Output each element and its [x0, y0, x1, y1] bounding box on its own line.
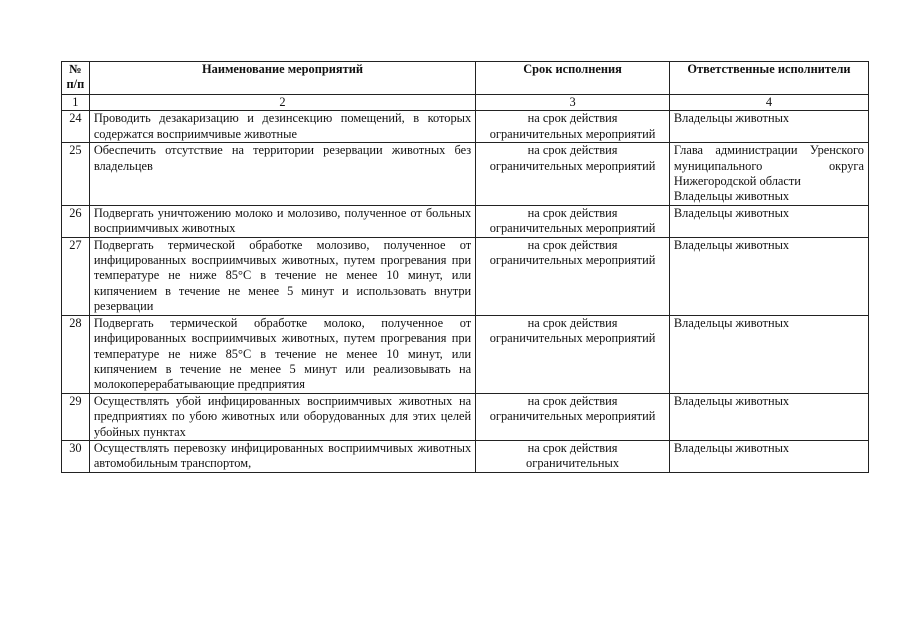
row-number: 25	[62, 143, 90, 206]
header-resp: Ответственные исполнители	[669, 62, 868, 95]
responsible-party: Владельцы животных	[673, 393, 790, 408]
responsible-cell	[669, 143, 868, 206]
index-cell: 1	[62, 95, 90, 111]
page-bottom-margin	[0, 603, 905, 640]
responsible-party: Глава администрации Уренского муниципального округа Нижегородской области	[673, 143, 864, 189]
row-number: 30	[62, 440, 90, 472]
index-cell: 3	[476, 95, 670, 111]
execution-term: на срок действия ограничительных мероприятий	[476, 237, 670, 315]
responsible-party: Владельцы животных	[673, 111, 790, 126]
execution-term: на срок действия ограничительных мероприятий	[476, 315, 670, 393]
responsible-party: Владельцы животных	[673, 440, 790, 455]
execution-term: на срок действия ограничительных мероприятий	[476, 111, 670, 143]
table-row	[62, 237, 869, 315]
execution-term: на срок действия ограничительных мероприятий	[476, 393, 670, 440]
responsible-cell	[669, 440, 868, 472]
responsible-cell	[669, 111, 868, 143]
responsible-cell	[669, 315, 868, 393]
responsible-party: Владельцы животных	[673, 237, 790, 252]
row-number: 28	[62, 315, 90, 393]
responsible-cell	[669, 237, 868, 315]
execution-term: на срок действия ограничительных мероприятий	[476, 143, 670, 206]
responsible-party: Владельцы животных	[673, 205, 790, 220]
row-number: 29	[62, 393, 90, 440]
row-number: 26	[62, 205, 90, 237]
measures-table	[61, 61, 869, 473]
header-row	[62, 62, 869, 95]
table-row	[62, 440, 869, 472]
responsible-party: Владельцы животных	[673, 315, 790, 330]
execution-term: на срок действия ограничительных мероприятий	[476, 205, 670, 237]
header-term: Срок исполнения	[476, 62, 670, 95]
table-row	[62, 143, 869, 206]
measure-name: Обеспечить отсутствие на территории резервации животных без владельцев	[89, 143, 475, 206]
table-body	[62, 111, 869, 472]
responsible-cell	[669, 205, 868, 237]
header-num: № п/п	[62, 62, 90, 95]
measure-name: Подвергать термической обработке молоко, полученное от инфицированных восприимчивых животных, путем прогревания при температуре не ниже 85°С в течение не менее 10 минут, или кипячением в течение не менее 5 минут или реализовывать на молокоперерабатывающие предприятия	[89, 315, 475, 393]
index-row	[62, 95, 869, 111]
table-row	[62, 393, 869, 440]
execution-term: на срок действия ограничительных	[476, 440, 670, 472]
row-number: 27	[62, 237, 90, 315]
responsible-party: Владельцы животных	[673, 189, 790, 204]
measure-name: Осуществлять убой инфицированных восприимчивых животных на предприятиях по убою животных или оборудованных для этих целей убойных пунктах	[89, 393, 475, 440]
index-cell: 4	[669, 95, 868, 111]
measure-name: Подвергать уничтожению молоко и молозиво, полученное от больных восприимчивых животных	[89, 205, 475, 237]
row-number: 24	[62, 111, 90, 143]
measure-name: Осуществлять перевозку инфицированных восприимчивых животных автомобильным транспортом,	[89, 440, 475, 472]
table-row	[62, 205, 869, 237]
measure-name: Подвергать термической обработке молозиво, полученное от инфицированных восприимчивых животных, путем прогревания при температуре не ниже 85°С в течение не менее 10 минут, или кипячением в течение не менее 5 минут и использовать внутри резервации	[89, 237, 475, 315]
measure-name: Проводить дезакаризацию и дезинсекцию помещений, в которых содержатся восприимчивые животные	[89, 111, 475, 143]
header-name: Наименование мероприятий	[89, 62, 475, 95]
responsible-cell	[669, 393, 868, 440]
index-cell: 2	[89, 95, 475, 111]
table-header	[62, 62, 869, 111]
table-row	[62, 315, 869, 393]
table-row	[62, 111, 869, 143]
